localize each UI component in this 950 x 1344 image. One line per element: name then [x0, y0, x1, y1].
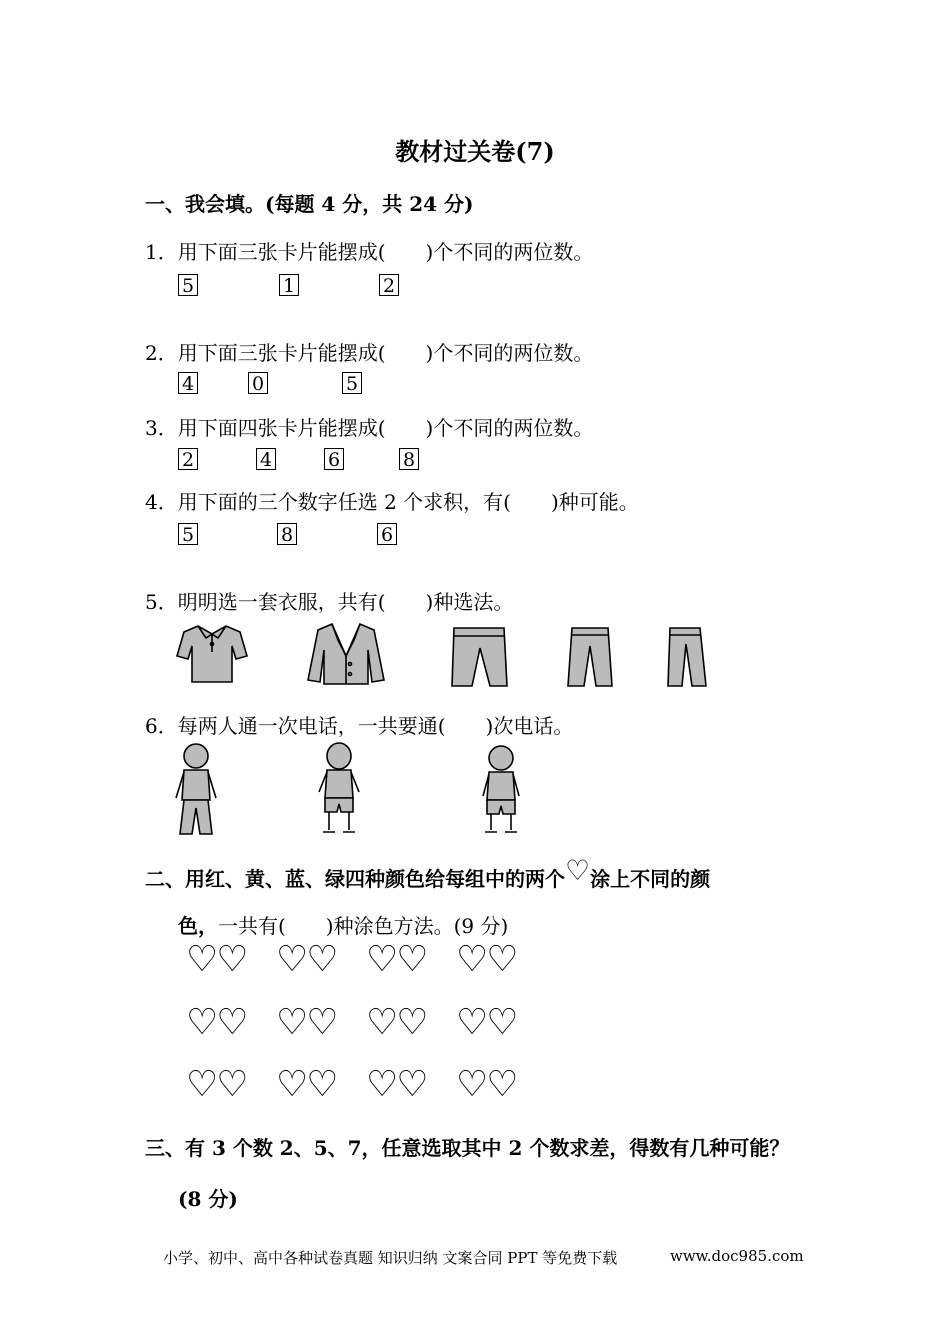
footer-url: www.doc985.com [670, 1247, 804, 1265]
q2-card-1: 4 [178, 372, 198, 394]
q3-card-3: 6 [324, 448, 344, 470]
question-2: 2．用下面三张卡片能摆成( )个不同的两位数。 [145, 341, 594, 365]
q1-card-2: 1 [279, 274, 299, 296]
heart-pair-r3c4: ♡♡ [456, 1064, 517, 1105]
question-6: 6．每两人通一次电话，一共要通( )次电话。 [145, 714, 574, 738]
jacket-illustration [306, 620, 386, 686]
page-title: 教材过关卷(7) [395, 137, 555, 166]
section3-heading-line1: 三、有 3 个数 2、5、7，任意选取其中 2 个数求差，得数有几种可能？ [145, 1136, 790, 1160]
question-1: 1．用下面三张卡片能摆成( )个不同的两位数。 [145, 240, 594, 264]
heart-pair-r2c3: ♡♡ [366, 1002, 427, 1043]
q4-card-2: 8 [277, 523, 297, 545]
child-2-illustration [315, 742, 363, 836]
trousers-3-illustration [666, 626, 708, 688]
q4-card-1: 5 [178, 523, 198, 545]
question-4: 4．用下面的三个数字任选 2 个求积，有( )种可能。 [145, 490, 639, 514]
heart-pair-r3c2: ♡♡ [276, 1064, 337, 1105]
heart-pair-r2c1: ♡♡ [186, 1002, 247, 1043]
q2-card-3: 5 [342, 372, 362, 394]
heart-pair-r1c2: ♡♡ [276, 939, 337, 980]
heart-pair-r1c4: ♡♡ [456, 939, 517, 980]
trousers-2-illustration [566, 626, 614, 688]
polo-shirt-illustration [176, 622, 248, 684]
section3-heading-line2: (8 分) [178, 1187, 238, 1211]
heart-pair-r3c1: ♡♡ [186, 1064, 247, 1105]
q3-card-2: 4 [256, 448, 276, 470]
question-3: 3．用下面四张卡片能摆成( )个不同的两位数。 [145, 416, 594, 440]
footer-text: 小学、初中、高中各种试卷真题 知识归纳 文案合同 PPT 等免费下载 [163, 1249, 618, 1267]
q4-card-3: 6 [377, 523, 397, 545]
child-3-illustration [477, 744, 525, 836]
heart-icon: ♡ [565, 854, 591, 887]
q3-card-1: 2 [178, 448, 198, 470]
heart-pair-r1c3: ♡♡ [366, 939, 427, 980]
section2-heading-line1: 二、用红、黄、蓝、绿四种颜色给每组中的两个♡涂上不同的颜 [145, 854, 711, 891]
q3-card-4: 8 [399, 448, 419, 470]
child-1-illustration [172, 742, 220, 838]
heart-pair-r2c4: ♡♡ [456, 1002, 517, 1043]
trousers-1-illustration [450, 626, 508, 688]
q1-card-1: 5 [178, 274, 198, 296]
section1-heading: 一、我会填。(每题 4 分，共 24 分) [145, 192, 474, 216]
question-5: 5．明明选一套衣服，共有( )种选法。 [145, 590, 514, 614]
section2-heading-line2: 色，一共有( )种涂色方法。(9 分) [178, 914, 509, 938]
heart-pair-r1c1: ♡♡ [186, 939, 247, 980]
q1-card-3: 2 [379, 274, 399, 296]
q2-card-2: 0 [248, 372, 268, 394]
heart-pair-r2c2: ♡♡ [276, 1002, 337, 1043]
heart-pair-r3c3: ♡♡ [366, 1064, 427, 1105]
